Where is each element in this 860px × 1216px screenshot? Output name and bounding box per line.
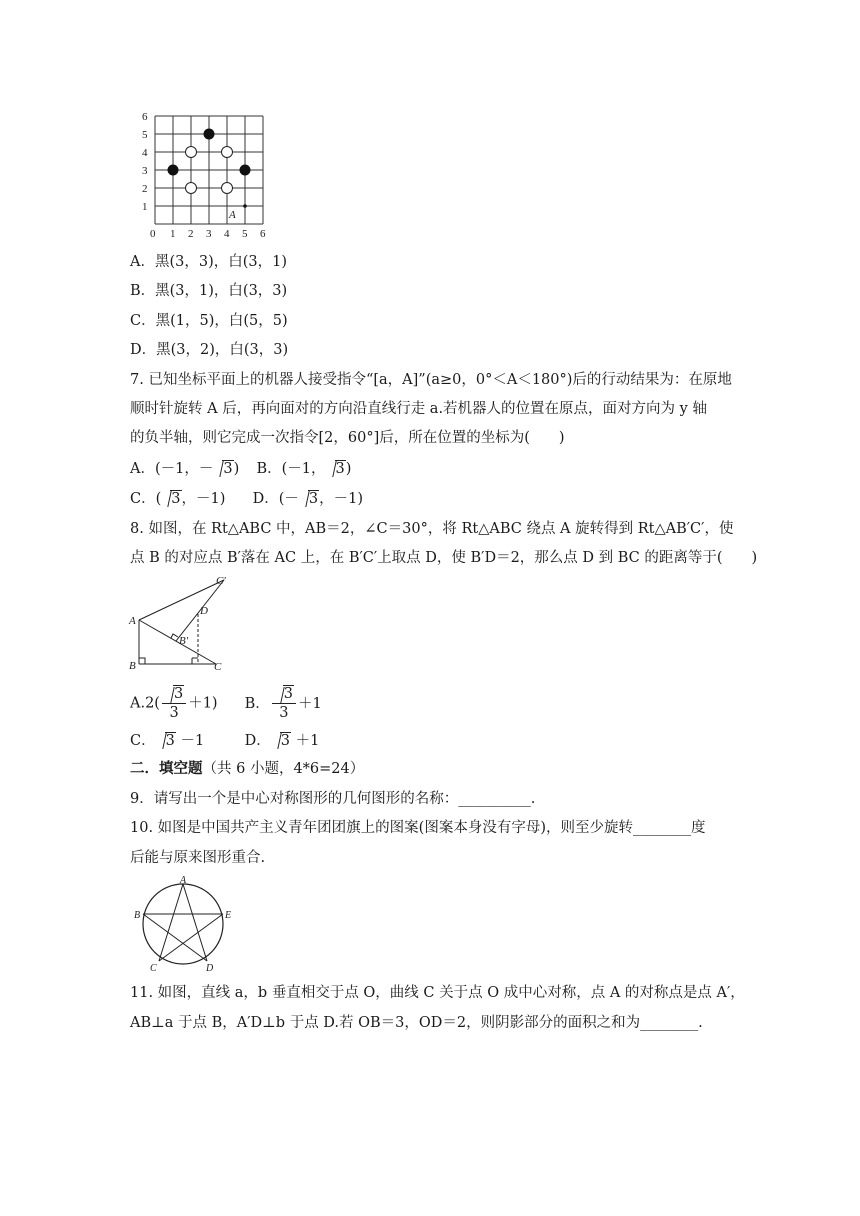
x-tick: 6 — [260, 228, 266, 240]
q10-text-line1: 10. 如图是中国共产主义青年团团旗上的图案(图案本身没有字母)，则至少旋转________度 — [130, 820, 706, 836]
star-label-e: E — [225, 910, 232, 921]
label-d: D — [200, 605, 208, 617]
x-tick: 2 — [188, 228, 194, 240]
q7-text-line1: 7. 已知坐标平面上的机器人接受指令“[a，A]”(a≥0，0°＜A＜180°)后的行动结果为：在原地 — [130, 372, 732, 388]
star-label-a: A — [180, 875, 187, 886]
triangle-rotation-figure — [126, 574, 238, 672]
label-b: B — [129, 660, 136, 672]
y-tick: 4 — [142, 147, 148, 159]
q11-text-line1: 11. 如图，直线 a，b 垂直相交于点 O，曲线 C 关于点 O 成中心对称，点 A 的对称点是点 A′， — [130, 985, 745, 1001]
y-tick: 3 — [142, 165, 148, 177]
q7-option-c: C．( 3，－1) — [130, 491, 226, 507]
q6-option-d: D．黑(3，2)，白(3，3) — [130, 342, 289, 358]
q8-option-c: C． 3 －1 — [130, 733, 205, 749]
x-tick: 4 — [224, 228, 230, 240]
sqrt-symbol: 3 — [299, 489, 319, 509]
q10-text-line2: 后能与原来图形重合. — [130, 850, 266, 866]
white-stone — [222, 183, 233, 194]
x-tick: 3 — [206, 228, 212, 240]
white-stone — [186, 147, 197, 158]
y-tick: 1 — [142, 201, 148, 213]
star-label-c: C — [150, 963, 157, 974]
q7-options-ab — [130, 459, 351, 479]
fraction: $\frac{3}{3}$ — [162, 685, 186, 722]
sqrt-symbol: 3 — [156, 731, 176, 751]
q9-text: 9．请写出一个是中心对称图形的几何图形的名称：__________. — [130, 791, 536, 807]
fraction: $\frac{3}{3}$ — [272, 685, 296, 722]
white-stone — [222, 147, 233, 158]
star-label-d: D — [206, 963, 214, 974]
sqrt-symbol: 3 — [326, 459, 346, 479]
y-tick: 6 — [142, 111, 148, 123]
q6-option-a: A．黑(3，3)，白(3，1) — [130, 254, 288, 270]
q11-text-line2: AB⊥a 于点 B，A′D⊥b 于点 D.若 OB＝3，OD＝2，则阴影部分的面积之和为________. — [130, 1015, 703, 1031]
star-label-b: B — [134, 910, 141, 921]
q8-options-cd — [130, 731, 319, 751]
q6-option-c: C．黑(1，5)，白(5，5) — [130, 313, 288, 329]
q7-option-a: A．(－1，－ 3) — [130, 461, 240, 477]
point-a-label: A — [229, 209, 236, 221]
x-tick: 0 — [150, 228, 156, 240]
q8-option-a: A.2( $\frac{3}{3}$ ＋1) — [130, 686, 218, 721]
black-stone — [240, 165, 251, 176]
q8-text-line2: 点 B 的对应点 B′落在 AC 上，在 B′C′上取点 D，使 B′D＝2，那么点 D 到 BC 的距离等于( ) — [130, 550, 758, 566]
q8-option-d: D． 3 ＋1 — [244, 733, 320, 749]
white-stone — [186, 183, 197, 194]
point-a-dot — [243, 204, 247, 208]
sqrt-symbol: 3 — [161, 489, 181, 509]
black-stone — [204, 129, 215, 140]
q7-option-d: D．(－ 3，－1) — [252, 491, 364, 507]
section-title: 二．填空题 — [130, 760, 203, 777]
q8-text-line1: 8. 如图，在 Rt△ABC 中，AB＝2，∠C＝30°，将 Rt△ABC 绕点 A 旋转得到 Rt△AB′C′，使 — [130, 521, 734, 537]
star-circle-figure — [130, 874, 240, 974]
x-tick: 1 — [170, 228, 176, 240]
sqrt-symbol: 3 — [274, 685, 294, 703]
sqrt-symbol: 3 — [271, 731, 291, 751]
sqrt-symbol: 3 — [164, 685, 184, 703]
y-tick: 2 — [142, 183, 148, 195]
q7-text-line2: 顺时针旋转 A 后，再向面对的方向沿直线行走 a.若机器人的位置在原点，面对方向为 y 轴 — [130, 401, 707, 417]
q8-option-b: B． $\frac{3}{3}$ ＋1 — [244, 686, 322, 721]
label-c: C — [214, 661, 222, 672]
q7-options-cd — [130, 489, 363, 509]
x-tick: 5 — [242, 228, 248, 240]
q7-text-line3: 的负半轴，则它完成一次指令[2，60°]后，所在位置的坐标为( ) — [130, 430, 565, 446]
y-tick: 5 — [142, 129, 148, 141]
label-a: A — [129, 615, 136, 627]
black-stone — [168, 165, 179, 176]
label-b-prime: B′ — [179, 635, 189, 647]
section-note: （共 6 小题，4*6=24） — [202, 761, 365, 777]
section-heading — [130, 759, 364, 779]
sqrt-symbol: 3 — [213, 459, 233, 479]
q8-options-ab — [130, 685, 322, 722]
q7-option-b: B．(－1， 3) — [256, 461, 352, 477]
q6-option-b: B．黑(3，1)，白(3，3) — [130, 283, 288, 299]
label-c-prime: C′ — [216, 575, 226, 587]
go-board-figure — [138, 106, 268, 242]
